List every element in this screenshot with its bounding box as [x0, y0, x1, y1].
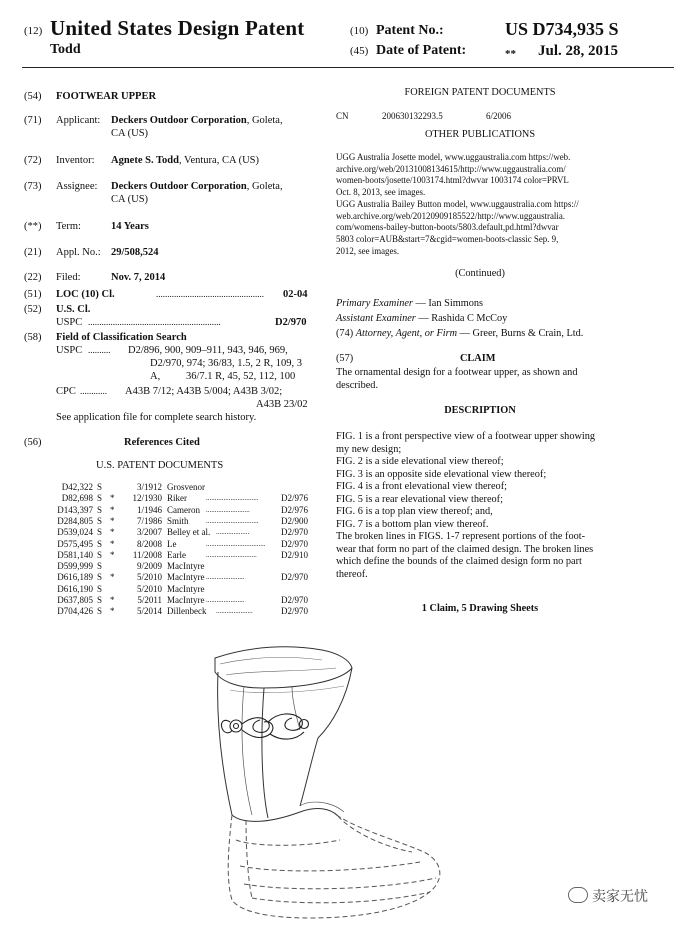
reference-s: S	[97, 583, 103, 594]
reference-s: S	[97, 538, 103, 549]
description-line: FIG. 5 is a rear elevational view thereof;	[336, 493, 503, 505]
reference-date: 5/2011	[137, 595, 162, 605]
reference-star: *	[110, 595, 115, 605]
assistant-examiner: Assistant Examiner — Rashida C McCoy	[336, 313, 508, 324]
reference-row	[46, 561, 316, 572]
description-line: FIG. 6 is a top plan view thereof; and,	[336, 506, 493, 517]
reference-row	[46, 527, 316, 538]
reference-row	[46, 595, 316, 606]
reference-no: D143,397	[57, 504, 93, 515]
reference-row	[46, 584, 316, 595]
reference-cls: D2/976	[281, 493, 308, 504]
reference-star: *	[110, 572, 115, 583]
reference-date: 5/2010	[136, 572, 162, 583]
code-10: (10)	[350, 25, 369, 37]
reference-date: 12/1930	[132, 493, 162, 504]
patent-date: Jul. 28, 2015	[538, 43, 619, 59]
claims-summary: 1 Claim, 5 Drawing Sheets	[421, 603, 539, 614]
reference-s: S	[97, 515, 103, 526]
description-line: FIG. 2 is a side elevational view thereof;	[336, 456, 504, 467]
reference-star: *	[110, 606, 115, 617]
reference-row	[46, 482, 316, 493]
reference-cls: D2/910	[281, 549, 308, 560]
reference-s: S	[97, 549, 103, 560]
reference-s: S	[97, 572, 103, 583]
patent-no-label: Patent No.:	[376, 23, 444, 38]
document-title: United States Design Patent	[50, 16, 305, 40]
reference-dots: ..............................	[206, 516, 259, 525]
description-text	[336, 431, 624, 581]
description-line: which define the bounds of the claimed design form no part	[336, 556, 582, 567]
us-patent-docs-heading: U.S. PATENT DOCUMENTS	[96, 460, 224, 471]
reference-row	[46, 505, 316, 516]
reference-row	[46, 493, 316, 504]
reference-star: *	[110, 504, 115, 515]
reference-name: Belley et al.	[167, 527, 211, 538]
reference-s: S	[97, 561, 103, 572]
description-line: FIG. 1 is a front perspective view of a footwear upper showing	[336, 431, 596, 442]
primary-examiner: Primary Examiner — Ian Simmons	[336, 298, 484, 309]
reference-no: D575,495	[57, 538, 93, 549]
reference-name: MacIntyre	[167, 572, 205, 583]
reference-star: *	[110, 527, 115, 538]
reference-cls: D2/970	[281, 606, 308, 617]
reference-row	[46, 516, 316, 527]
continued-note: (Continued)	[455, 268, 505, 279]
reference-dots: .............................	[206, 550, 257, 559]
foreign-docs-heading: FOREIGN PATENT DOCUMENTS	[404, 87, 556, 98]
header-inventor: Todd	[50, 42, 81, 57]
reference-no: D599,999	[57, 561, 93, 572]
reference-no: D539,024	[57, 527, 93, 538]
reference-cls: D2/970	[281, 527, 308, 538]
reference-dots: .....................	[216, 607, 253, 616]
watermark: 卖家无忧	[568, 886, 648, 906]
reference-row	[46, 606, 316, 617]
reference-date: 7/1986	[136, 515, 162, 526]
reference-cls: D2/900	[281, 515, 308, 526]
attorney: (74) Attorney, Agent, or Firm — Greer, Burns & Crain, Ltd.	[336, 328, 584, 339]
reference-cls: D2/970	[281, 595, 308, 605]
patent-number: US D734,935 S	[505, 19, 619, 39]
reference-dots: .........................	[206, 505, 250, 514]
reference-star: *	[110, 549, 115, 560]
reference-s: S	[97, 504, 103, 515]
reference-s: S	[97, 595, 103, 605]
description-line: thereof.	[336, 568, 368, 580]
reference-no: D616,190	[57, 583, 93, 594]
reference-date: 3/1912	[136, 482, 162, 492]
references-table	[46, 482, 316, 617]
description-line: my new design;	[336, 443, 402, 455]
claim-text: The ornamental design for a footwear upper, as shown and described.	[336, 367, 578, 391]
date-label: Date of Patent:	[376, 43, 467, 58]
reference-no: D284,805	[57, 515, 93, 526]
reference-cls: D2/970	[281, 572, 308, 583]
reference-row	[46, 539, 316, 550]
description-line: FIG. 7 is a bottom plan view thereof.	[336, 518, 489, 530]
reference-name: MacIntyre	[167, 583, 205, 594]
reference-no: D581,140	[57, 549, 93, 560]
code-12: (12)	[24, 25, 43, 37]
reference-date: 5/2010	[136, 583, 162, 594]
reference-s: S	[97, 527, 103, 538]
reference-dots: ..............................	[206, 494, 259, 503]
chat-bubble-icon	[568, 887, 588, 903]
other-publications-heading: OTHER PUBLICATIONS	[424, 129, 536, 140]
reference-name: Riker	[167, 493, 187, 504]
description-heading: DESCRIPTION	[444, 405, 516, 416]
reference-name: MacIntyre	[167, 595, 205, 605]
reference-star: *	[110, 538, 115, 549]
reference-date: 11/2008	[132, 549, 162, 560]
reference-date: 5/2014	[136, 606, 162, 617]
foreign-doc-row: CN 200630132293.5 6/2006	[336, 111, 512, 121]
reference-s: S	[97, 493, 103, 504]
reference-row	[46, 572, 316, 583]
description-line: The broken lines in FIGS. 1-7 represent portions of the foot-	[336, 531, 586, 542]
reference-name: MacIntyre	[167, 561, 205, 572]
description-line: wear that form no part of the claimed design. The broken lines	[336, 543, 594, 555]
reference-name: Dillenbeck	[167, 606, 207, 617]
reference-no: D637,805	[57, 595, 93, 605]
reference-star: *	[110, 493, 115, 504]
header-rule	[22, 67, 674, 68]
reference-name: Earle	[167, 549, 186, 560]
description-line: FIG. 4 is a front elevational view thereof;	[336, 481, 507, 492]
reference-no: D42,322	[61, 482, 93, 492]
publication-1: UGG Australia Josette model, www.uggaustralia.com https://web. archive.org/web/20131008134615/http://www.uggaustralia.com/ women-boots/josette/1003174.html?dwvar 1003174 color=PRVL Oct. 8, 2013, see images.	[336, 152, 571, 198]
field-search-body: USPC .......... D2/896, 900, 909–911, 943, 946, 969, D2/970, 974; 36/83, 1.5, 2 R, 109, 3 A, 36/7.1 R, 45, 52, 112, 100 CPC ............ A43B 7/12; A43B 5/004; A43B 3/02; A43B 23/02 See application file for complete search history.	[56, 345, 308, 423]
reference-date: 1/1946	[136, 504, 162, 515]
reference-no: D704,426	[57, 606, 93, 617]
reference-name: Cameron	[167, 504, 200, 515]
reference-cls: D2/970	[281, 538, 308, 549]
date-stars: **	[505, 48, 516, 60]
reference-no: D82,698	[61, 493, 93, 504]
reference-name: Grosvenor	[167, 482, 205, 492]
description-line: FIG. 3 is an opposite side elevational view thereof;	[336, 468, 547, 480]
reference-dots: ......................	[206, 596, 245, 604]
reference-no: D616,189	[57, 572, 93, 583]
reference-name: Smith	[167, 515, 189, 526]
reference-dots: ......................	[206, 573, 245, 582]
reference-s: S	[97, 482, 103, 492]
publication-2: UGG Australia Bailey Button model, www.uggaustralia.com https:// web.archive.org/web/20120909185522/http://www.uggaustralia. com/womens-bailey-button-boots/5803.default,pd.html?dwvar 5803 color=AUB&start=7&cgid=women-boots-classic Sep. 9, 2012, see images.	[336, 199, 579, 256]
reference-dots: ..................................	[206, 539, 266, 548]
reference-cls: D2/976	[281, 504, 308, 515]
reference-s: S	[97, 606, 103, 617]
reference-star: *	[110, 515, 115, 526]
reference-date: 8/2008	[136, 538, 162, 549]
reference-date: 9/2009	[136, 561, 162, 572]
reference-row	[46, 550, 316, 561]
reference-date: 3/2007	[136, 527, 162, 538]
reference-dots: ...................	[216, 528, 250, 537]
code-45: (45)	[350, 45, 369, 57]
invention-title: FOOTWEAR UPPER	[56, 91, 157, 102]
reference-name: Le	[167, 538, 177, 549]
claim-heading-row: (57) CLAIM	[336, 353, 496, 364]
